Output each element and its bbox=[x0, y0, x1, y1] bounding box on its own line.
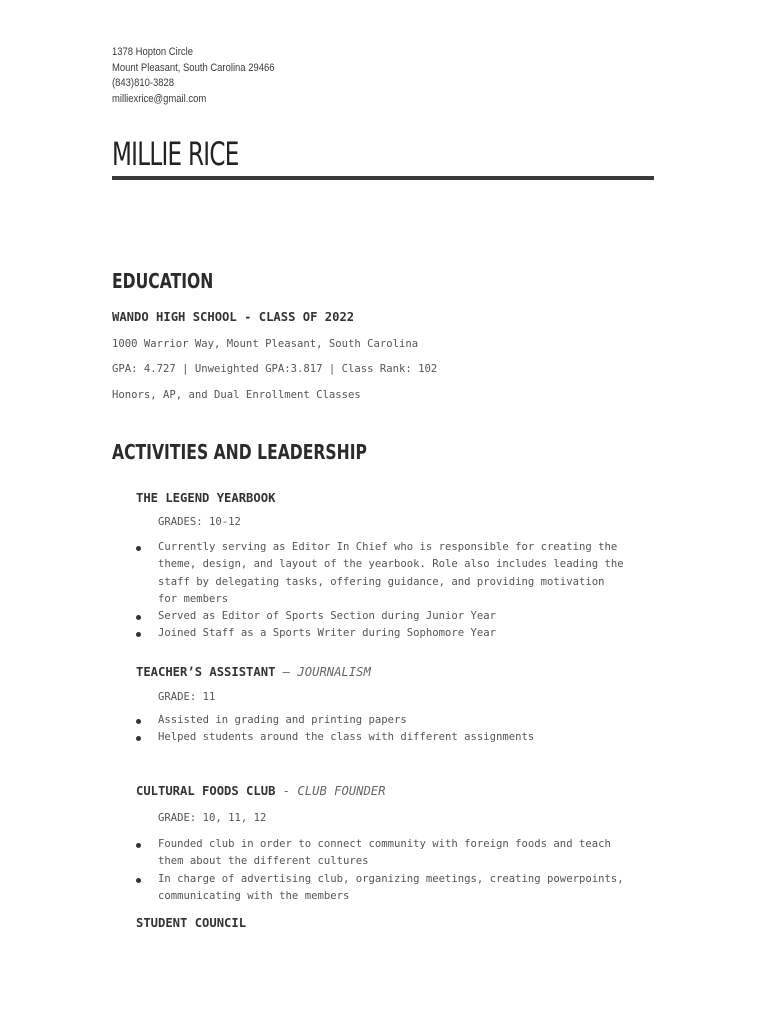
list-item: Joined Staff as a Sports Writer during Sophomore Year bbox=[136, 625, 658, 642]
activity-grades: GRADE: 11 bbox=[158, 691, 216, 703]
list-item: Helped students around the class with different assignments bbox=[136, 729, 658, 746]
activity-title-text: CULTURAL FOODS CLUB bbox=[136, 784, 276, 798]
phone-number: (843)810-3828 bbox=[112, 77, 175, 90]
bullet-icon bbox=[136, 546, 141, 551]
activity-title: STUDENT COUNCIL bbox=[136, 916, 247, 930]
list-item: Assisted in grading and printing papers bbox=[136, 712, 658, 729]
school-address: 1000 Warrior Way, Mount Pleasant, South Carolina bbox=[112, 338, 419, 350]
applicant-name: MILLIE RICE bbox=[112, 135, 239, 173]
address-line-2: Mount Pleasant, South Carolina 29466 bbox=[112, 61, 275, 74]
activity-bullet-list bbox=[136, 539, 658, 643]
bullet-icon bbox=[136, 736, 141, 741]
activity-grades: GRADES: 10-12 bbox=[158, 516, 241, 528]
bullet-icon bbox=[136, 878, 141, 883]
header-rule bbox=[112, 176, 654, 180]
email-address: milliexrice@gmail.com bbox=[112, 93, 207, 106]
activity-title-text: TEACHER’S ASSISTANT bbox=[136, 665, 276, 679]
activity-title: THE LEGEND YEARBOOK bbox=[136, 491, 276, 505]
list-item: Served as Editor of Sports Section during Junior Year bbox=[136, 608, 658, 625]
gpa-line: GPA: 4.727 | Unweighted GPA:3.817 | Class Rank: 102 bbox=[112, 363, 438, 375]
bullet-icon bbox=[136, 719, 141, 724]
address-line-1: 1378 Hopton Circle bbox=[112, 46, 193, 58]
activities-heading: ACTIVITIES AND LEADERSHIP bbox=[112, 440, 367, 464]
activity-role: — JOURNALISM bbox=[275, 665, 371, 679]
bullet-icon bbox=[136, 632, 141, 637]
activity-bullet-list bbox=[136, 712, 658, 747]
classes-line: Honors, AP, and Dual Enrollment Classes bbox=[112, 389, 361, 401]
contact-block bbox=[112, 45, 275, 108]
list-item: Currently serving as Editor In Chief who is responsible for creating the theme, design, and layout of the yearbook. Role also includes leading the staff by delegating tasks, offering guidance, and providing motivation for members bbox=[136, 539, 658, 608]
activity-role: - CLUB FOUNDER bbox=[275, 784, 386, 798]
activity-bullet-list bbox=[136, 836, 658, 905]
school-title: WANDO HIGH SCHOOL - CLASS OF 2022 bbox=[112, 310, 355, 324]
list-item: Founded club in order to connect community with foreign foods and teach them about the different cultures bbox=[136, 836, 658, 871]
activity-title bbox=[136, 783, 385, 799]
bullet-icon bbox=[136, 843, 141, 848]
list-item: In charge of advertising club, organizing meetings, creating powerpoints, communicating with the members bbox=[136, 871, 658, 906]
activity-title bbox=[136, 664, 371, 680]
bullet-icon bbox=[136, 615, 141, 620]
activity-grades: GRADE: 10, 11, 12 bbox=[158, 812, 267, 824]
education-heading: EDUCATION bbox=[112, 269, 214, 293]
